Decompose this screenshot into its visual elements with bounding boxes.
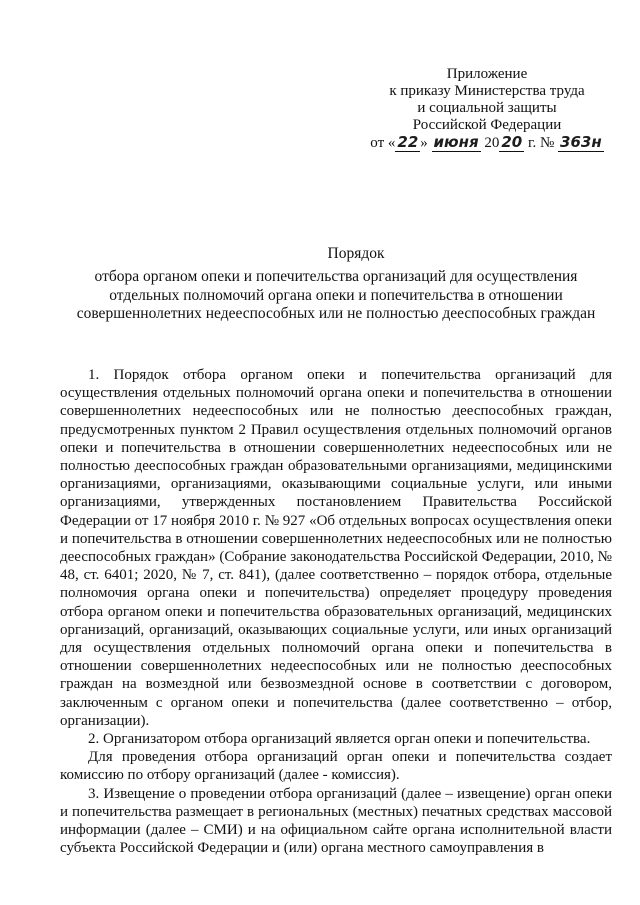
title-line-2: отдельных полномочий органа опеки и попечительства в отношении — [109, 286, 563, 304]
document-title — [60, 245, 612, 324]
paragraph-4: 3. Извещение о проведении отбора организаций (далее – извещение) орган опеки и попечительства размещает в региональных (местных) печатных средствах массовой информации (далее – СМИ) и на официальном сайте органа исполнительной власти субъекта Российской Федерации и (или) органа местного самоуправления в — [60, 785, 612, 857]
appendix-title: Приложение — [446, 66, 528, 82]
title-heading: Порядок — [327, 245, 385, 262]
appendix-ministry-line: и социальной защиты — [417, 100, 557, 116]
appendix-date-line — [352, 134, 622, 152]
paragraph-1: 1. Порядок отбора органом опеки и попечительства организаций для осуществления отдельных полномочий органа опеки и попечительства в отношении совершеннолетних недееспособных или не полностью дееспособных граждан, предусмотренных пунктом 2 Правил осуществления отдельных полномочий органов опеки и попечительства в отношении совершеннолетних недееспособных или не полностью дееспособных граждан образовательными организациями, медицинскими организациями, организациями, оказывающими социальные услуги, или иными организациями, утвержденных постановлением Правительства Российской Федерации от 17 ноября 2010 г. № 927 «Об отдельных вопросах осуществления опеки и попечительства в отношении совершеннолетних недееспособных или не полностью дееспособных граждан» (Собрание законодательства Российской Федерации, 2010, № 48, ст. 6401; 2020, № 7, ст. 841), (далее соответственно – порядок отбора, отдельные полномочия органа опеки и попечительства) определяет процедуру проведения отбора органом опеки и попечительства образовательных организаций, медицинских организаций, организаций, оказывающих социальные услуги, или иных организаций для осуществления отдельных полномочий органа опеки и попечительства в отношении совершеннолетних недееспособных или не полностью дееспособных граждан на возмездной или безвозмездной основе в соответствии с договором, заключенным с органом опеки и попечительства (далее соответственно – отбор, организации). — [60, 367, 612, 729]
title-line-1: отбора органом опеки и попечительства организаций для осуществления — [94, 268, 578, 285]
paragraph-3: Для проведения отбора организаций орган опеки и попечительства создает комиссию по отбору организаций (далее - комиссия). — [60, 749, 612, 784]
appendix-order-line: к приказу Министерства труда — [389, 83, 585, 99]
handwritten-number: 363н — [560, 133, 602, 151]
date-prefix: от « — [370, 135, 396, 151]
handwritten-year: 20 — [501, 133, 523, 151]
document-body — [60, 366, 612, 857]
handwritten-month: июня — [433, 133, 479, 151]
date-mid: » — [420, 135, 428, 151]
appendix-country-line: Российской Федерации — [412, 117, 562, 133]
handwritten-day: 22 — [397, 133, 419, 151]
title-line-3: совершеннолетних недееспособных или не полностью дееспособных граждан — [76, 305, 596, 322]
paragraph-2: 2. Организатором отбора организаций является орган опеки и попечительства. — [88, 731, 591, 748]
year-prefix: 20 — [484, 135, 500, 151]
appendix-block — [352, 66, 622, 152]
number-label: г. № — [527, 135, 555, 151]
